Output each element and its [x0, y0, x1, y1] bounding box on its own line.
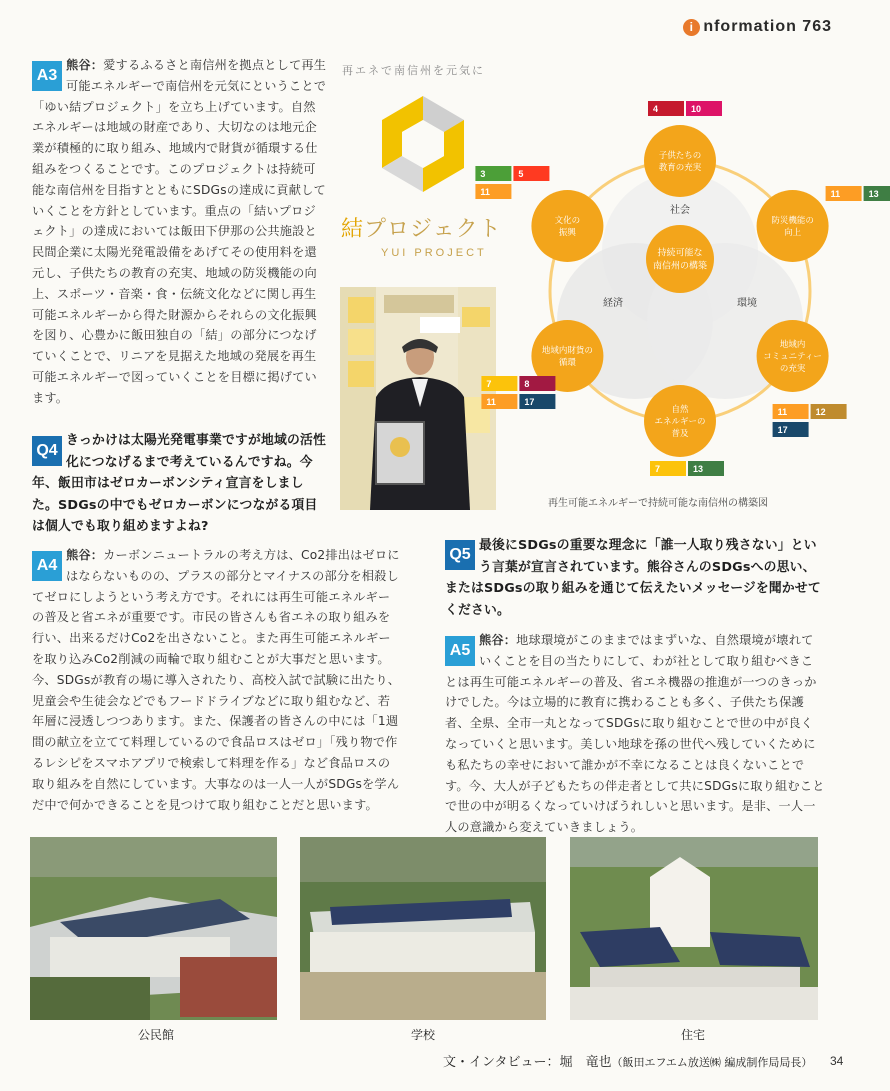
q5-question: [445, 535, 825, 621]
node-text-3: 地域内コミュニティーの充実: [763, 339, 822, 374]
sdg-badge-number-5: 5: [518, 169, 524, 179]
page-header: [683, 18, 832, 36]
q4-tag: Q4: [32, 436, 62, 466]
node-text-1: 子供たちの教育の充実: [658, 150, 702, 173]
photo-label-3: 住宅: [681, 1028, 706, 1042]
center-node: [646, 225, 714, 293]
credit-line: [443, 1051, 812, 1070]
node-circle-2: [757, 190, 829, 262]
photo-label-1: 公民館: [138, 1028, 175, 1042]
node-circle-6: [531, 190, 603, 262]
a3-answer: [32, 55, 328, 409]
sdg-badge-number-3: 3: [480, 169, 486, 179]
sdg-badge-number-11: 11: [486, 397, 496, 407]
node-text-6: 文化の振興: [554, 215, 581, 238]
logo-subtitle: 再エネで南信州を元気に: [342, 64, 485, 77]
sdg-badge-number-12: 12: [815, 407, 826, 417]
logo-en: YUI PROJECT: [381, 247, 487, 259]
logo-jp-first: 結: [341, 217, 365, 242]
node-circle-1: [644, 125, 716, 197]
header-title: nformation 763: [703, 18, 832, 35]
node-text-4: 自然エネルギーの普及: [654, 404, 706, 439]
credit-org: （飯田エフエム放送㈱ 編成制作局局長）: [611, 1056, 813, 1069]
yui-project-logo-icon: [378, 94, 468, 194]
sdg-badge-number-7: 7: [655, 464, 661, 474]
credit-author: 文・インタビュー：堀 竜也: [443, 1055, 612, 1070]
a4-speaker: 熊谷：: [66, 548, 104, 562]
a3-speaker: 熊谷：: [66, 58, 104, 72]
sdg-badge-number-10: 10: [691, 104, 702, 114]
info-icon: i: [683, 19, 700, 36]
sdg-badge-number-4: 4: [653, 104, 659, 114]
sdg-badge-number-11: 11: [480, 187, 490, 197]
a4-text: カーボンニュートラルの考え方は、Co2排出はゼロにはならないものの、プラスの部分とマイナスの部分を相殺してゼロにしようという考え方です。それには再生可能エネルギーの普及と省エネが重要です。市民の皆さんも省エネの取り組みを行い、出来るだけCo2を出さないこと。また再生可能エネルギーを取り込みCo2削減の両輪で取り組むことが大事だと思います。今、SDGsが教育の場に導入されたり、高校入試で試験に出たり、児童会や生徒会などでもフードドライブなどに取り組むなど、若年層に浸透しつつあります。また、保護者の皆さんの中には「1週間の献立を立てて料理しているので食品ロスはゼロ」「残り物で作るレシピをスマホアプリで検索して料理を作る」など食品ロスの取り組みを自然にしています。大事なのは一人一人がSDGsを学んだ中で何かできることを見つけて取り組むことだと思います。: [32, 548, 401, 812]
node-text-2: 防災機能の向上: [771, 215, 814, 238]
a5-text: 地球環境がこのままではまずいな、自然環境が壊れていくことを目の当たりにして、わが社として取り組むべきことは再生可能エネルギーの普及、省エネ機器の推進が一つのきっかけでした。今は立場的に教育に携わることも多く、子供たち保護者、全県、全市一丸となってSDGsに取り組むことで世の中が良くなっていくと思います。美しい地球を孫の世代へ残していくためにも私たちの幸せにおいて誰かが不幸になることは良くないことです。今、大人が子どもたちの伴走者として共にSDGsに取り組むことで世の中が明るくなっていけばうれしいと思います。是非、一人一人の意識から変えていきましょう。: [445, 633, 825, 835]
sdg-badge-number-7: 7: [486, 379, 492, 389]
a5-tag: A5: [445, 636, 475, 666]
q5-tag: Q5: [445, 540, 475, 570]
label-environment: 環境: [737, 298, 757, 309]
logo-wordmark: [341, 212, 502, 243]
a5-speaker: 熊谷：: [479, 633, 517, 647]
q5-text: 最後にSDGsの重要な理念に「誰一人取り残さない」という言葉が宣言されています。熊谷さんのSDGsへの思い、またはSDGsの取り組みを通じて伝えたいメッセージを聞かせてください。: [445, 538, 821, 618]
photo-house: [570, 837, 818, 1020]
logo-jp-rest: プロジェクト: [364, 217, 502, 242]
a4-answer: [32, 545, 402, 815]
q4-text: きっかけは太陽光発電事業ですが地域の活性化につなげるまで考えているんですね。今年、飯田市はゼロカーボンシティ宣言をしました。SDGsの中でもゼロカーボンにつながる項目は個人でも取り組めますよね?: [32, 433, 326, 534]
sdg-badge-number-11: 11: [830, 189, 841, 199]
page-number: 34: [830, 1054, 844, 1068]
photo-label-2: 学校: [411, 1028, 436, 1042]
sdg-badge-number-8: 8: [524, 379, 530, 389]
center-node-text: 持続可能な南信州の構築: [652, 248, 708, 272]
node-text-5: 地域内財貨の循環: [541, 345, 593, 368]
interviewee-photo: [340, 287, 496, 510]
sdg-badge-number-13: 13: [693, 464, 704, 474]
q4-question: [32, 430, 328, 538]
label-society: 社会: [670, 205, 690, 216]
diagram-caption: 再生可能エネルギーで持続可能な南信州の構築図: [548, 498, 768, 509]
sdgs-diagram: [480, 78, 879, 474]
a4-tag: A4: [32, 551, 62, 581]
label-economy: 経済: [603, 298, 623, 309]
a3-text: 愛するふるさと南信州を拠点として再生可能エネルギーで南信州を元気にということで「ゆい結プロジェクト」を立ち上げています。自然エネルギーは地域の財産であり、大切なのは地元企業が積極的に取り組み、地域内で財貨が循環する仕組みをつくることです。このプロジェクトは持続可能な南信州を目指すとともにSDGsの達成に貢献していくことを方針としています。重点の「結いプロジェクト」の達成においては飯田下伊那の公共施設と民間企業に太陽光発電設備をあげてその使用料を還元し、子供たちの教育の充実、地域の防災機能の向上、スポーツ・音楽・食・伝統文化などに関し再生可能エネルギーから得た財源からそれらの文化振興を図り、心豊かに飯田独自の「結」の部分につなげていくことで、リニアを見据えた地域の発展を再生可能エネルギーで図っていくことを目標に掲げています。: [32, 58, 327, 405]
a5-answer: [445, 630, 825, 838]
photo-community-center: [30, 837, 277, 1020]
sdg-badge-number-11: 11: [777, 407, 788, 417]
sdg-badge-number-13: 13: [868, 189, 879, 199]
photo-school: [300, 837, 546, 1020]
sdg-badge-number-17: 17: [777, 425, 788, 435]
a3-tag: A3: [32, 61, 62, 91]
sdg-badge-number-17: 17: [524, 397, 535, 407]
